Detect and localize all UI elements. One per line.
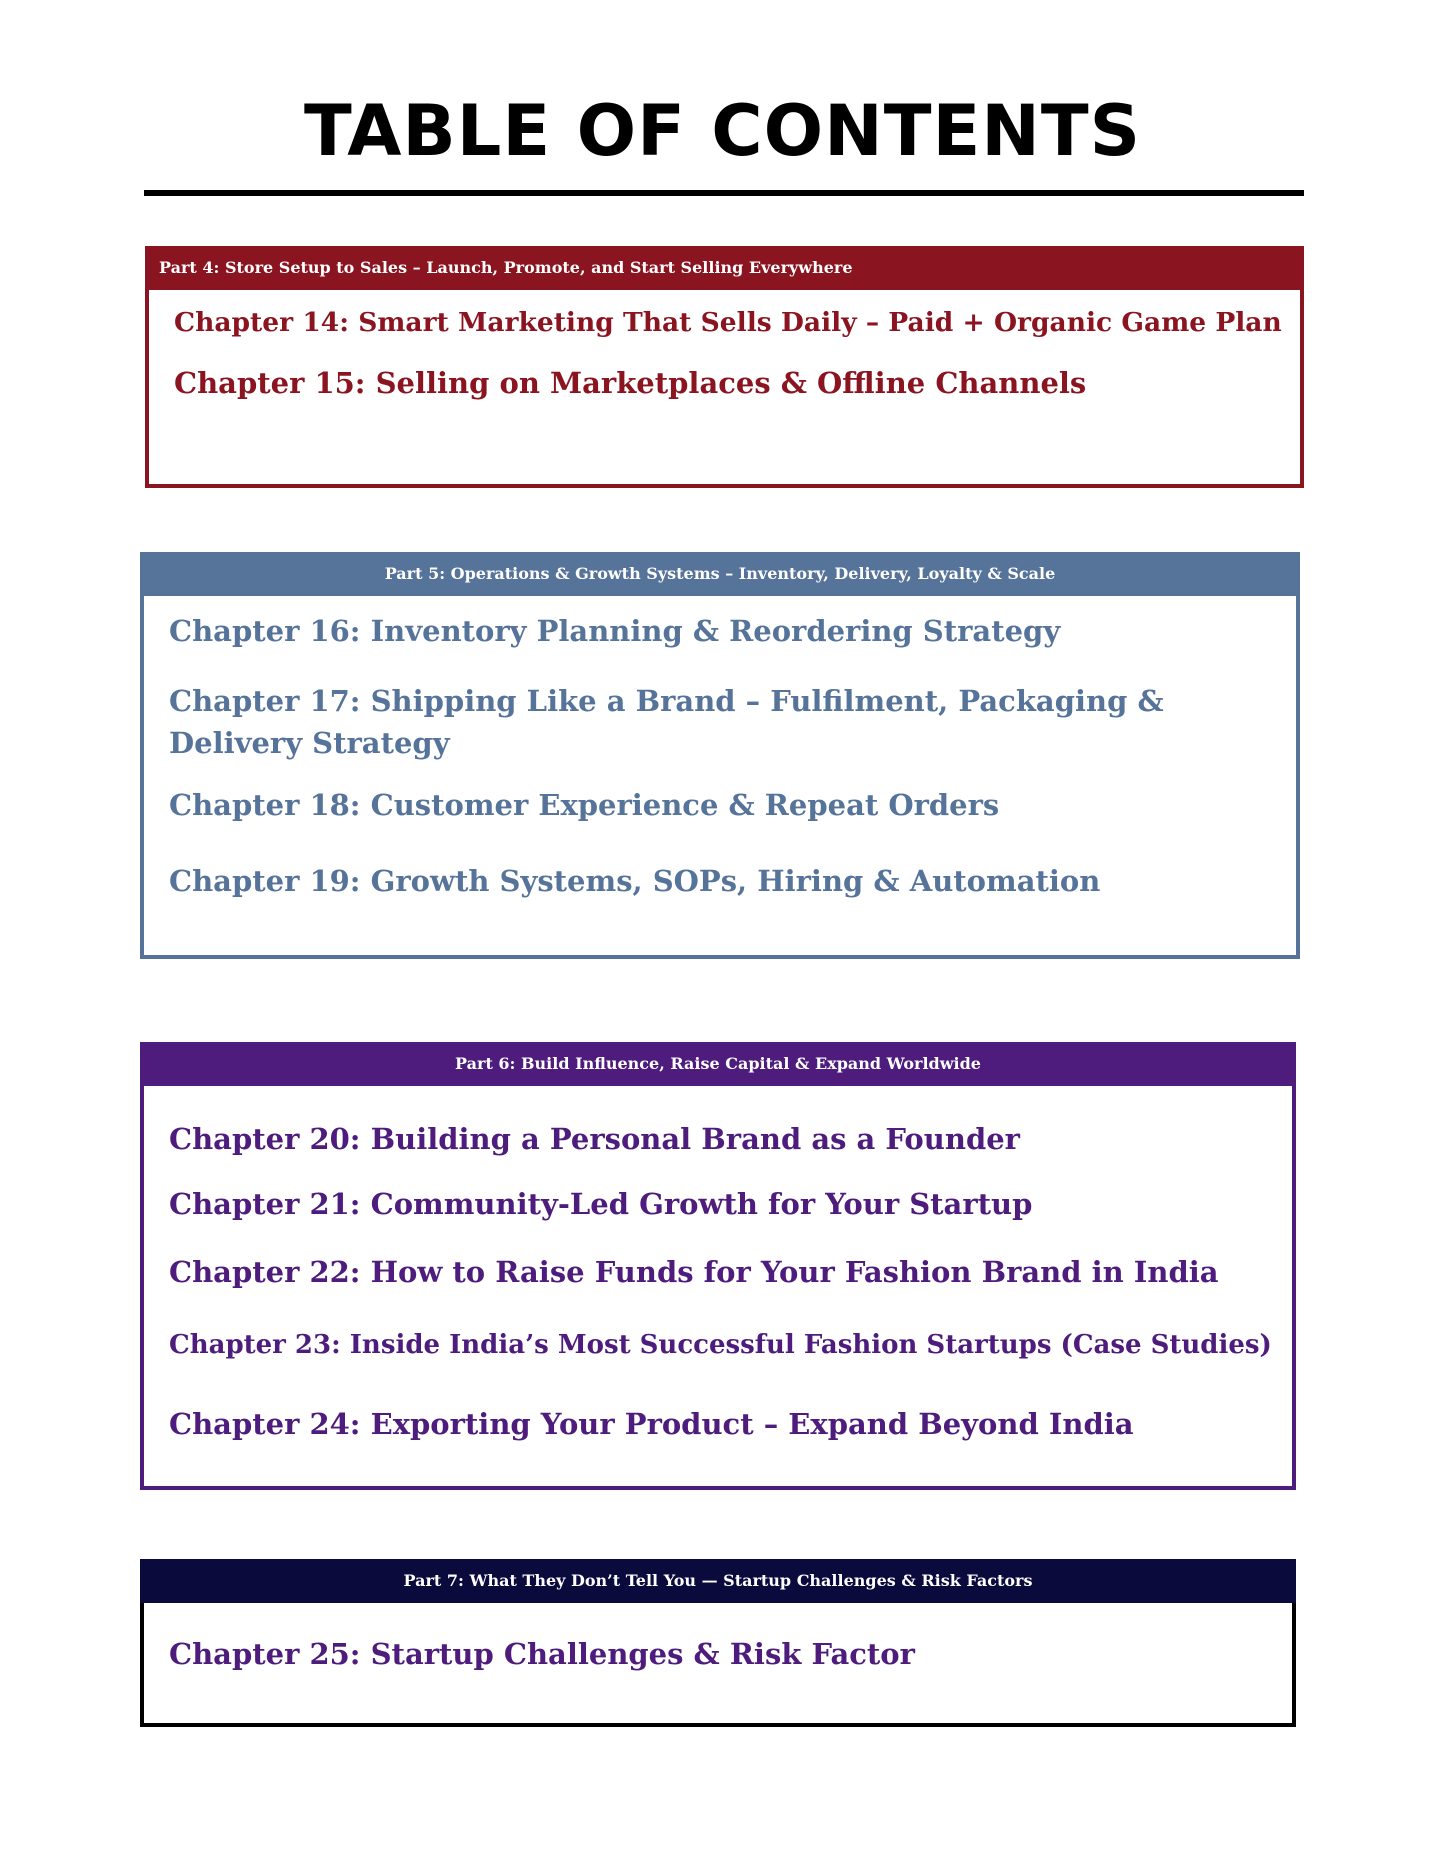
title-divider — [144, 190, 1304, 196]
chapter-25-link[interactable]: Chapter 25: Startup Challenges & Risk Factor — [169, 1637, 915, 1671]
chapter-23-link[interactable]: Chapter 23: Inside India’s Most Successful Fashion Startups (Case Studies) — [169, 1330, 1272, 1360]
chapter-15-link[interactable]: Chapter 15: Selling on Marketplaces & Offline Channels — [174, 366, 1087, 400]
chapter-20-link[interactable]: Chapter 20: Building a Personal Brand as a Founder — [169, 1122, 1020, 1156]
part-4-header: Part 4: Store Setup to Sales – Launch, Promote, and Start Selling Everywhere — [145, 246, 1304, 290]
chapter-21-link[interactable]: Chapter 21: Community-Led Growth for Your Startup — [169, 1187, 1033, 1221]
page-title: TABLE OF CONTENTS — [303, 90, 1142, 172]
part-7-header: Part 7: What They Don’t Tell You — Startup Challenges & Risk Factors — [140, 1559, 1296, 1603]
chapter-19-link[interactable]: Chapter 19: Growth Systems, SOPs, Hiring & Automation — [169, 864, 1101, 898]
part-6-box — [140, 1042, 1296, 1490]
chapter-18-link[interactable]: Chapter 18: Customer Experience & Repeat Orders — [169, 788, 1000, 822]
part-7-box — [140, 1559, 1296, 1727]
chapter-16-link[interactable]: Chapter 16: Inventory Planning & Reordering Strategy — [169, 614, 1061, 648]
part-5-header: Part 5: Operations & Growth Systems – Inventory, Delivery, Loyalty & Scale — [140, 552, 1300, 596]
part-4-box — [145, 246, 1304, 488]
part-5-box — [140, 552, 1300, 959]
chapter-24-link[interactable]: Chapter 24: Exporting Your Product – Expand Beyond India — [169, 1407, 1134, 1441]
chapter-14-link[interactable]: Chapter 14: Smart Marketing That Sells Daily – Paid + Organic Game Plan — [174, 307, 1282, 338]
chapter-22-link[interactable]: Chapter 22: How to Raise Funds for Your Fashion Brand in India — [169, 1255, 1219, 1289]
chapter-17-link[interactable]: Chapter 17: Shipping Like a Brand – Fulfilment, Packaging & Delivery Strategy — [169, 684, 1164, 760]
part-6-header: Part 6: Build Influence, Raise Capital & Expand Worldwide — [140, 1042, 1296, 1086]
